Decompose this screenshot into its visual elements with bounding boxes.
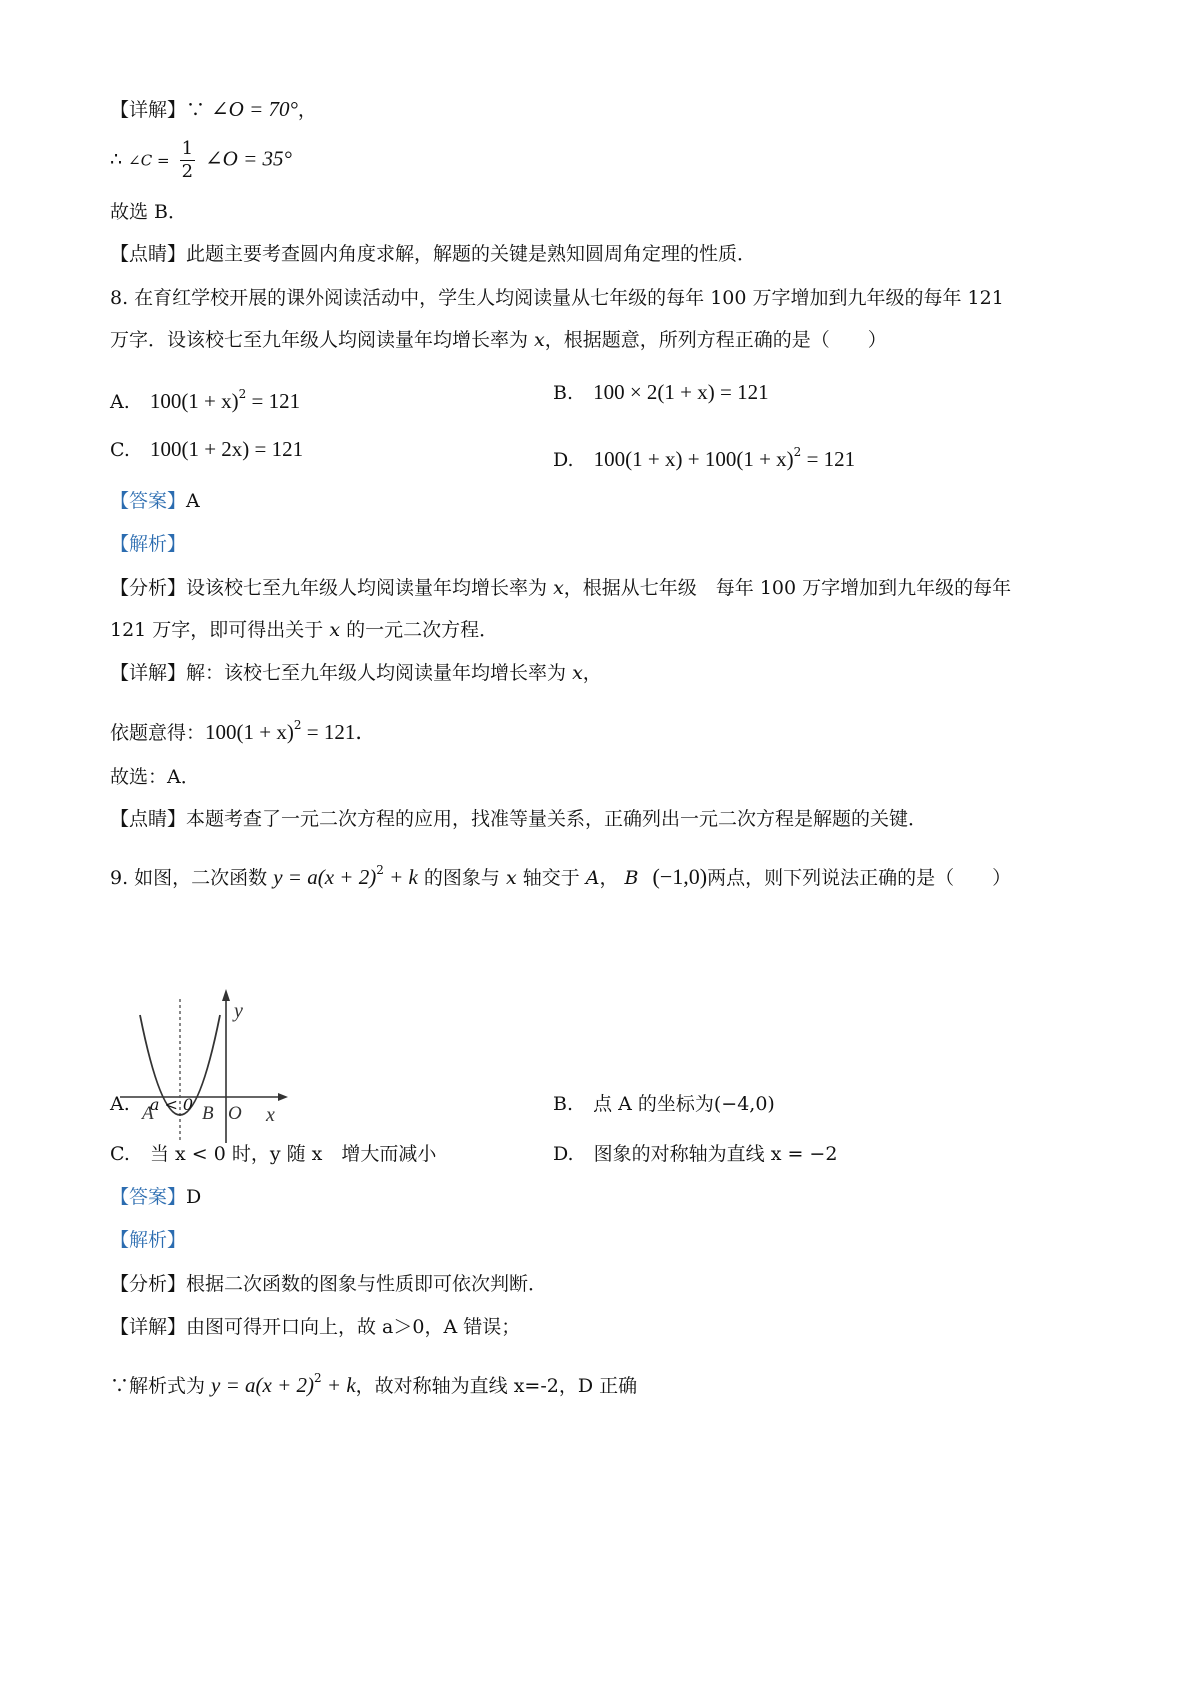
x-axis-arrow — [278, 1093, 288, 1101]
parabola-figure — [120, 985, 290, 1145]
point-comment-1: 【点睛】此题主要考查圆内角度求解，解题的关键是熟知圆周角定理的性质． — [110, 243, 757, 265]
q8-stem-line-1: 8. 在育红学校开展的课外阅读活动中，学生人均阅读量从七年级的每年 100 万字增加到九年级的每年 121 — [110, 287, 1004, 309]
y-label: y — [234, 1000, 243, 1022]
half-fraction: $\frac{1}{2}$ — [181, 138, 194, 182]
q8-analysis-tag: 【解析】 — [110, 533, 187, 555]
q9-option-a[interactable]: A. a < 0 — [110, 1093, 194, 1115]
q8-analyze-line-2: 121 万字，即可得出关于 x 的一元二次方程． — [110, 619, 499, 641]
x-label: x — [266, 1104, 275, 1126]
q9-analyze: 【分析】根据二次函数的图象与性质即可依次判断． — [110, 1273, 548, 1295]
parabola-graph — [120, 985, 290, 1150]
q8-point-comment: 【点睛】本题考查了一元二次方程的应用，找准等量关系，正确列出一元二次方程是解题的关键． — [110, 808, 928, 830]
angle-expression: ∠O = 70° — [211, 97, 298, 121]
q9-detail: 【详解】由图可得开口向上，故 a＞0，A 错误； — [110, 1316, 521, 1338]
detail-tag: 【详解】 — [110, 99, 187, 121]
point-a-label: A — [142, 1103, 154, 1124]
therefore-line: ∴ ∠C = $\frac{1}{2}$ ∠O = 35° — [110, 138, 292, 182]
y-axis-arrow — [222, 989, 230, 1001]
q8-equation: 依题意得：$100(1 + x)^2 = 121$． — [110, 718, 377, 744]
detail-line-1: 【详解】∵ ∠O = 70°， — [110, 97, 317, 121]
q8-analyze-line-1: 【分析】设该校七至九年级人均阅读量年均增长率为 x，根据从七年级 每年 100 万字增加到九年级的每年 — [110, 577, 1012, 599]
q8-option-a[interactable]: A. $100(1 + x)^2 = 121$ — [110, 387, 301, 413]
q9-option-b[interactable]: B. 点 A 的坐标为(−4,0) — [553, 1093, 775, 1115]
q8-stem-line-2: 万字．设该校七至九年级人均阅读量年均增长率为 x，根据题意，所列方程正确的是（ ） — [110, 329, 887, 351]
q9-stem: 9. 如图，二次函数 $y = a(x + 2)^2 + k$ 的图象与 x 轴交于 A， B (−1,0)两点，则下列说法正确的是（ ） — [110, 863, 1012, 889]
q9-last-line: ∵解析式为 $y = a(x + 2)^2 + k$，故对称轴为直线 x=-2，D 正确 — [110, 1371, 638, 1397]
origin-label: O — [228, 1103, 242, 1124]
q8-answer: 【答案】A — [110, 490, 200, 512]
q8-choose: 故选：A． — [110, 766, 200, 788]
point-b-label: B — [202, 1103, 214, 1124]
q9-analysis-tag: 【解析】 — [110, 1229, 187, 1251]
q9-answer: 【答案】D — [110, 1186, 202, 1208]
q9-option-c[interactable]: C. 当 x < 0 时，y 随 x 增大而减小 — [110, 1143, 437, 1165]
q8-option-d[interactable]: D. $100(1 + x) + 100(1 + x)^2 = 121$ — [553, 445, 856, 471]
q8-option-c[interactable]: C. 100(1 + 2x) = 121 — [110, 437, 304, 461]
q9-option-d[interactable]: D. 图象的对称轴为直线 x = −2 — [553, 1143, 838, 1165]
q8-detail: 【详解】解：该校七至九年级人均阅读量年均增长率为 x， — [110, 662, 602, 684]
choose-b: 故选 B． — [110, 201, 188, 223]
q8-option-b[interactable]: B. 100 × 2(1 + x) = 121 — [553, 380, 769, 404]
